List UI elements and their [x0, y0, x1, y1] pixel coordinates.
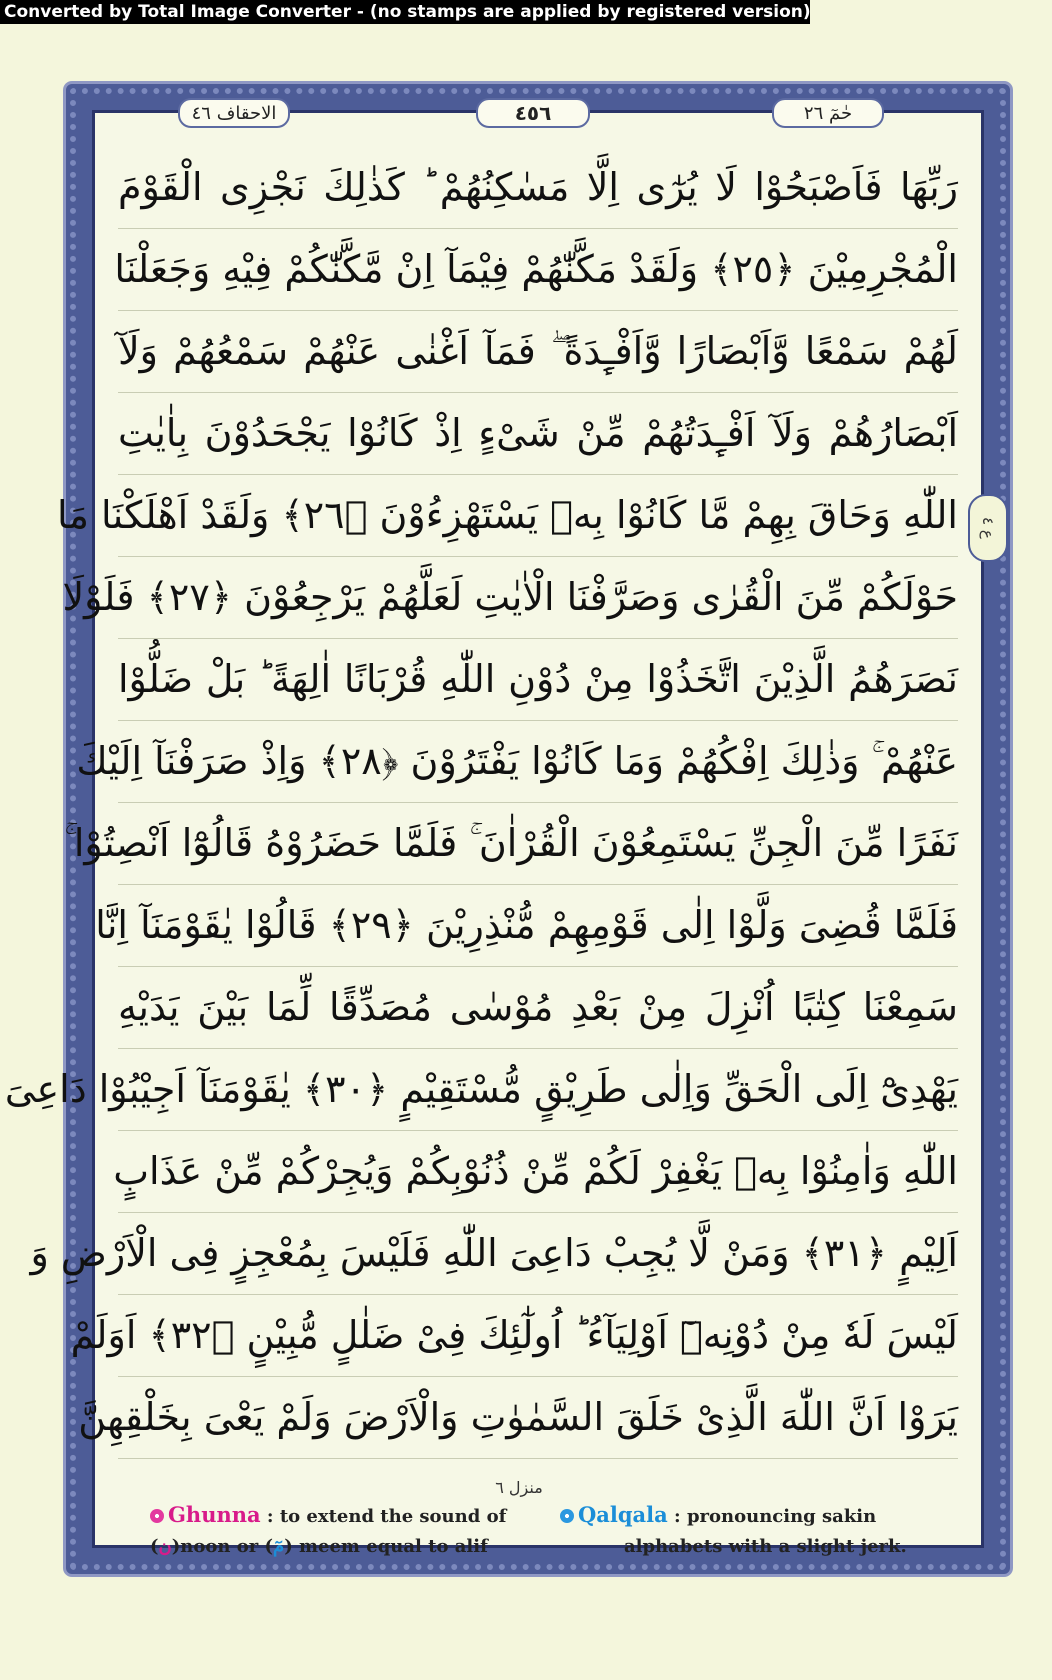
qalqala-legend — [560, 1500, 907, 1562]
text-line: عَنْهُمْ ۚ وَذٰلِكَ اِفْكُهُمْ وَمَا كَانُوْا يَفْتَرُوْنَ ﴿٢٨﴾ وَاِذْ صَرَفْنَآ اِلَيْكَ — [118, 720, 958, 803]
text-line: حَوْلَكُمْ مِّنَ الْقُرٰى وَصَرَّفْنَا الْاٰيٰتِ لَعَلَّهُمْ يَرْجِعُوْنَ ﴿٢٧﴾ فَلَوْلَا — [118, 556, 958, 639]
flower-icon — [560, 1509, 574, 1523]
text-line: الْمُجْرِمِيْنَ ﴿٢٥﴾ وَلَقَدْ مَكَّنّٰهُمْ فِيْمَآ اِنْ مَّكَّنّٰكُمْ فِيْهِ وَجَعَلْنَا — [118, 228, 958, 311]
text-line: اللّٰهِ وَحَاقَ بِهِمْ مَّا كَانُوْا بِهٖ يَسْتَهْزِءُوْنَ ﴿٢٦﴾ وَلَقَدْ اَهْلَكْنَا مَا — [118, 474, 958, 557]
text-line: لَيْسَ لَهٗ مِنْ دُوْنِهٖٓ اَوْلِيَآءُ ؕ اُولٰٓئِكَ فِىْ ضَلٰلٍ مُّبِيْنٍ ﴿٣٢﴾ اَوَلَمْ — [118, 1294, 958, 1377]
text-line: اَبْصَارُهُمْ وَلَآ اَفْـِٕدَتُهُمْ مِّنْ شَىْءٍ اِذْ كَانُوْا يَجْحَدُوْنَ بِاٰيٰتِ — [118, 392, 958, 475]
text-line: سَمِعْنَا كِتٰبًا اُنْزِلَ مِنْ بَعْدِ مُوْسٰى مُصَدِّقًا لِّمَا بَيْنَ يَدَيْهِ — [118, 966, 958, 1049]
ghunna-desc-2: noon or — [180, 1536, 259, 1557]
page-number: ٤٥٦ — [476, 98, 590, 128]
qalqala-term: Qalqala — [578, 1502, 668, 1527]
manzil-label: منزل ٦ — [495, 1478, 543, 1497]
text-line: لَهُمْ سَمْعًا وَّاَبْصَارًا وَّاَفْـِٕدَةً ۖ فَمَآ اَغْنٰى عَنْهُمْ سَمْعُهُمْ وَلَآ — [118, 310, 958, 393]
meem-letter: مٓ — [273, 1536, 285, 1557]
juz-label: حٰمٓ ٢٦ — [772, 98, 884, 128]
ghunna-term: Ghunna — [168, 1502, 261, 1527]
text-line: يَرَوْا اَنَّ اللّٰهَ الَّذِىْ خَلَقَ السَّمٰوٰتِ وَالْاَرْضَ وَلَمْ يَعْىَ بِخَلْقِهِنَّ — [118, 1376, 958, 1459]
text-line: نَفَرًا مِّنَ الْجِنِّ يَسْتَمِعُوْنَ الْقُرْاٰنَ ۚ فَلَمَّا حَضَرُوْهُ قَالُوْٓا اَنْصِتُوْا ۚ — [118, 802, 958, 885]
surah-name: الاحقاف ٤٦ — [178, 98, 290, 128]
qalqala-desc: : pronouncing sakin — [674, 1506, 877, 1527]
quran-text — [4, 146, 958, 1476]
ghunna-legend: Ghunna : to extend the sound of (ن)noon or (مٓ) meem equal to alif — [150, 1502, 507, 1557]
text-line: نَصَرَهُمُ الَّذِيْنَ اتَّخَذُوْا مِنْ دُوْنِ اللّٰهِ قُرْبَانًا اٰلِهَةً ؕ بَلْ ضَلُّوْا — [118, 638, 958, 721]
text-line: اللّٰهِ وَاٰمِنُوْا بِهٖ يَغْفِرْ لَكُمْ مِّنْ ذُنُوْبِكُمْ وَيُجِرْكُمْ مِّنْ عَذَابٍ — [118, 1130, 958, 1213]
text-line: اَلِيْمٍ ﴿٣١﴾ وَمَنْ لَّا يُجِبْ دَاعِىَ اللّٰهِ فَلَيْسَ بِمُعْجِزٍ فِى الْاَرْضِ وَ — [118, 1212, 958, 1295]
ruku-marker: ع ٤ — [968, 494, 1008, 562]
flower-icon — [150, 1509, 164, 1523]
text-line: فَلَمَّا قُضِىَ وَلَّوْا اِلٰى قَوْمِهِمْ مُّنْذِرِيْنَ ﴿٢٩﴾ قَالُوْا يٰقَوْمَنَآ اِنَّا — [118, 884, 958, 967]
converter-banner: Converted by Total Image Converter - (no stamps are applied by registered version) — [0, 0, 810, 24]
text-line: يَهْدِىْٓ اِلَى الْحَقِّ وَاِلٰى طَرِيْقٍ مُّسْتَقِيْمٍ ﴿٣٠﴾ يٰقَوْمَنَآ اَجِيْبُوْا دَاعِىَ — [118, 1048, 958, 1131]
ghunna-desc: : to extend the sound of — [266, 1506, 507, 1527]
qalqala-desc-2: alphabets with a slight jerk. — [624, 1536, 907, 1557]
noon-letter: ن — [158, 1536, 172, 1557]
text-line: رَبِّهَا فَاَصْبَحُوْا لَا يُرٰٓى اِلَّا مَسٰكِنُهُمْ ؕ كَذٰلِكَ نَجْزِى الْقَوْمَ — [118, 146, 958, 229]
page-header — [178, 96, 884, 128]
ghunna-desc-3: meem equal to alif — [298, 1536, 488, 1557]
